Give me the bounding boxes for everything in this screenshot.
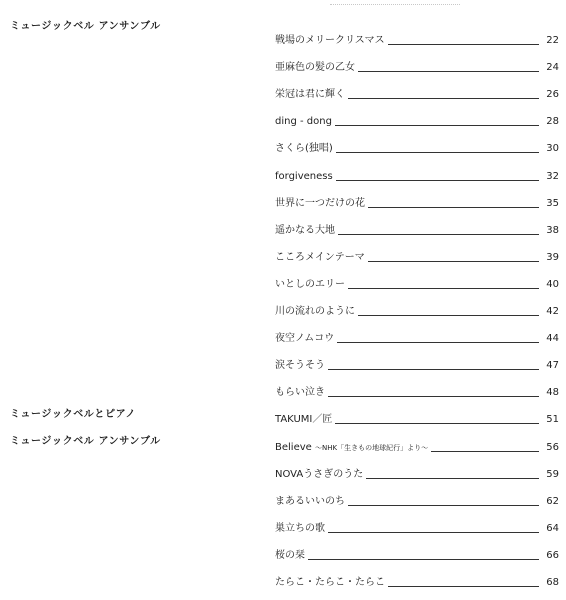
toc-entry — [275, 291, 559, 318]
toc-entry — [275, 74, 559, 101]
toc-entry-page: 51 — [546, 414, 559, 426]
toc-leader-line — [388, 44, 539, 45]
toc-entry-title: ding - dong — [275, 116, 332, 128]
toc-entry — [275, 210, 559, 237]
toc-leader-line — [358, 71, 539, 72]
toc-entry-page: 59 — [546, 468, 559, 480]
decorative-dotted-line — [330, 4, 460, 6]
toc-entry-title: 世界に一つだけの花 — [275, 197, 365, 209]
section-label-bell-and-piano: ミュージックベルとピアノ — [10, 409, 136, 420]
toc-entry-page: 68 — [546, 576, 559, 588]
toc-entry-title: こころメインテーマ — [275, 251, 365, 263]
toc-entry — [275, 128, 559, 155]
toc-entry-page: 64 — [546, 522, 559, 534]
toc-entry-page: 38 — [546, 224, 559, 236]
toc-list — [275, 20, 559, 589]
toc-entry-page: 30 — [546, 143, 559, 155]
toc-entry-title: さくら(独唱) — [275, 143, 333, 155]
toc-entry-page: 28 — [546, 116, 559, 128]
toc-entry-title: 川の流れのように — [275, 306, 355, 318]
toc-entry — [275, 183, 559, 210]
toc-entry — [275, 101, 559, 128]
toc-leader-line — [328, 369, 539, 370]
toc-entry-title: 涙そうそう — [275, 360, 325, 372]
toc-entry-title: いとしのエリー — [275, 278, 345, 290]
toc-entry-title: 栄冠は君に輝く — [275, 89, 345, 101]
toc-entry-page: 42 — [546, 306, 559, 318]
toc-leader-line — [358, 315, 539, 316]
toc-leader-line — [336, 180, 539, 181]
toc-entry — [275, 426, 559, 453]
toc-entry-page: 24 — [546, 62, 559, 74]
toc-leader-line — [337, 342, 539, 343]
toc-entry-page: 22 — [546, 35, 559, 47]
toc-entry — [275, 535, 559, 562]
toc-leader-line — [328, 396, 539, 397]
toc-leader-line — [338, 234, 539, 235]
toc-entry-title: 遥かなる大地 — [275, 224, 335, 236]
toc-entry-title: まあるいいのち — [275, 495, 345, 507]
toc-leader-line — [328, 532, 539, 533]
toc-leader-line — [336, 152, 539, 153]
toc-entry-page: 35 — [546, 197, 559, 209]
toc-leader-line — [366, 478, 539, 479]
toc-leader-line — [335, 125, 539, 126]
toc-entry-page: 62 — [546, 495, 559, 507]
toc-entry — [275, 508, 559, 535]
toc-leader-line — [348, 288, 539, 289]
toc-leader-line — [368, 207, 539, 208]
toc-entry-title: forgiveness — [275, 170, 333, 182]
toc-entry-title — [275, 442, 428, 454]
toc-leader-line — [308, 559, 539, 560]
toc-entry-title: NOVAうさぎのうた — [275, 468, 364, 480]
toc-entry-title-main: Believe — [275, 441, 312, 453]
toc-entry-page: 56 — [546, 441, 559, 453]
toc-entry — [275, 318, 559, 345]
toc-leader-line — [388, 586, 539, 587]
toc-entry-title: TAKUMI／匠 — [275, 414, 333, 426]
toc-entry-page: 48 — [546, 387, 559, 399]
toc-entry — [275, 562, 559, 589]
toc-leader-line — [335, 423, 539, 424]
toc-entry — [275, 237, 559, 264]
toc-entry-title: もらい泣き — [275, 387, 325, 399]
toc-entry-title: たらこ・たらこ・たらこ — [275, 576, 385, 588]
toc-entry-title: 桜の栞 — [275, 549, 305, 561]
toc-entry-page: 44 — [546, 333, 559, 345]
toc-entry-page: 66 — [546, 549, 559, 561]
toc-entry — [275, 264, 559, 291]
toc-entry — [275, 20, 559, 47]
toc-entry — [275, 481, 559, 508]
toc-entry-page: 39 — [546, 251, 559, 263]
toc-entry-title: 巣立ちの歌 — [275, 522, 325, 534]
toc-entry-page: 32 — [546, 170, 559, 182]
section-label-ensemble-2: ミュージックベル アンサンブル — [10, 436, 161, 447]
toc-entry-title: 亜麻色の髪の乙女 — [275, 62, 355, 74]
toc-entry — [275, 454, 559, 481]
toc-entry-page: 40 — [546, 278, 559, 290]
toc-entry-title: 戦場のメリークリスマス — [275, 35, 385, 47]
toc-entry — [275, 155, 559, 182]
toc-entry — [275, 399, 559, 426]
toc-entry-subtitle: ～NHK「生きもの地球紀行」より～ — [314, 443, 429, 452]
toc-entry — [275, 47, 559, 74]
toc-entry-title: 夜空ノムコウ — [275, 333, 335, 345]
toc-leader-line — [431, 451, 539, 452]
toc-entry-page: 47 — [546, 360, 559, 372]
section-label-ensemble-1: ミュージックベル アンサンブル — [10, 21, 161, 32]
toc-entry — [275, 345, 559, 372]
toc-entry-page: 26 — [546, 89, 559, 101]
toc-leader-line — [368, 261, 539, 262]
toc-entry — [275, 372, 559, 399]
toc-leader-line — [348, 505, 539, 506]
toc-leader-line — [348, 98, 539, 99]
